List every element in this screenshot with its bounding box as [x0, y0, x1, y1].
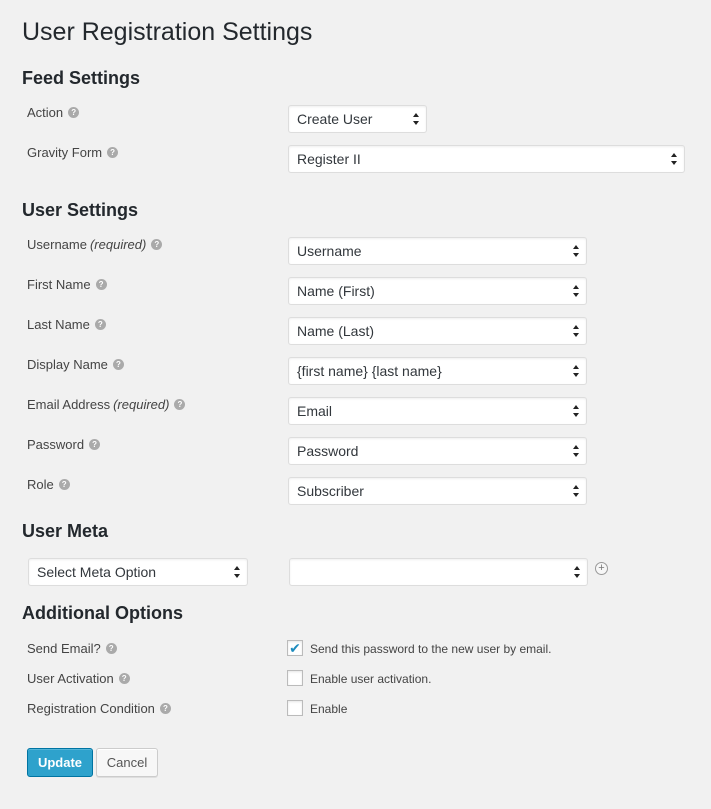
required-note: (required)	[89, 237, 147, 252]
registration-condition-label-text: Registration Condition	[27, 701, 155, 716]
user-activation-checkbox-label[interactable]: Enable user activation.	[310, 672, 432, 686]
select-arrows-icon	[413, 113, 420, 125]
user-activation-label-text: User Activation	[27, 671, 114, 686]
last-name-select[interactable]	[288, 317, 587, 345]
first-name-select[interactable]	[288, 277, 587, 305]
cancel-button[interactable]: Cancel	[96, 748, 158, 777]
registration-condition-label	[27, 701, 171, 716]
display-name-select[interactable]	[288, 357, 587, 385]
help-icon[interactable]: ?	[95, 319, 106, 330]
role-label	[27, 477, 70, 492]
page-title: User Registration Settings	[22, 18, 313, 46]
display-name-label	[27, 357, 124, 372]
section-title-feed-settings: Feed Settings	[22, 68, 141, 88]
select-arrows-icon	[573, 445, 580, 457]
role-select[interactable]	[288, 477, 587, 505]
meta-option-select-value: Select Meta Option	[37, 564, 157, 580]
plus-circle-icon[interactable]: +	[595, 562, 608, 575]
username-select[interactable]	[288, 237, 587, 265]
email-label	[27, 397, 185, 412]
help-icon[interactable]: ?	[89, 439, 100, 450]
gravity-form-label-text: Gravity Form	[27, 145, 103, 160]
password-select[interactable]	[288, 437, 587, 465]
send-email-checkbox-label[interactable]: Send this password to the new user by email.	[310, 642, 552, 656]
action-select[interactable]	[288, 105, 427, 133]
select-arrows-icon	[573, 405, 580, 417]
registration-condition-checkbox[interactable]	[287, 700, 303, 716]
help-icon[interactable]: ?	[59, 479, 70, 490]
select-arrows-icon	[573, 285, 580, 297]
help-icon[interactable]: ?	[174, 399, 185, 410]
help-icon[interactable]: ?	[119, 673, 130, 684]
password-select-value: Password	[297, 443, 359, 459]
select-arrows-icon	[573, 485, 580, 497]
username-select-value: Username	[297, 243, 362, 259]
select-arrows-icon	[573, 325, 580, 337]
role-select-value: Subscriber	[297, 483, 364, 499]
user-activation-label	[27, 671, 130, 686]
help-icon[interactable]: ?	[113, 359, 124, 370]
help-icon[interactable]: ?	[106, 643, 117, 654]
first-name-label-text: First Name	[27, 277, 91, 292]
help-icon[interactable]: ?	[68, 107, 79, 118]
update-button[interactable]: Update	[27, 748, 93, 777]
action-label	[27, 105, 79, 120]
first-name-label	[27, 277, 107, 292]
user-activation-checkbox[interactable]	[287, 670, 303, 686]
username-label-text: Username	[27, 237, 87, 252]
display-name-select-value: {first name} {last name}	[297, 363, 442, 379]
action-select-value: Create User	[297, 111, 373, 127]
action-label-text: Action	[27, 105, 64, 120]
select-arrows-icon	[671, 153, 678, 165]
display-name-label-text: Display Name	[27, 357, 108, 372]
section-title-additional-options: Additional Options	[22, 603, 183, 623]
checkmark-icon: ✔	[289, 640, 301, 656]
password-label	[27, 437, 100, 452]
select-arrows-icon	[234, 566, 241, 578]
send-email-label-text: Send Email?	[27, 641, 101, 656]
username-label	[27, 237, 162, 252]
send-email-label	[27, 641, 117, 656]
required-note: (required)	[113, 397, 170, 412]
role-label-text: Role	[27, 477, 54, 492]
help-icon[interactable]: ?	[96, 279, 107, 290]
help-icon[interactable]: ?	[160, 703, 171, 714]
select-arrows-icon	[573, 365, 580, 377]
email-label-text: Email Address	[27, 397, 111, 412]
last-name-select-value: Name (Last)	[297, 323, 375, 339]
last-name-label	[27, 317, 106, 332]
select-arrows-icon	[574, 566, 581, 578]
select-arrows-icon	[573, 245, 580, 257]
meta-option-select[interactable]	[28, 558, 248, 586]
gravity-form-label	[27, 145, 118, 160]
help-icon[interactable]: ?	[151, 239, 162, 250]
password-label-text: Password	[27, 437, 85, 452]
email-select-value: Email	[297, 403, 333, 419]
gravity-form-select[interactable]	[288, 145, 685, 173]
send-email-checkbox[interactable]	[287, 640, 303, 656]
gravity-form-select-value: Register II	[297, 151, 361, 167]
meta-value-select[interactable]	[289, 558, 588, 586]
email-select[interactable]	[288, 397, 587, 425]
registration-condition-checkbox-label[interactable]: Enable	[310, 702, 348, 716]
first-name-select-value: Name (First)	[297, 283, 375, 299]
help-icon[interactable]: ?	[107, 147, 118, 158]
section-title-user-settings: User Settings	[22, 200, 139, 220]
last-name-label-text: Last Name	[27, 317, 90, 332]
section-title-user-meta: User Meta	[22, 521, 109, 541]
